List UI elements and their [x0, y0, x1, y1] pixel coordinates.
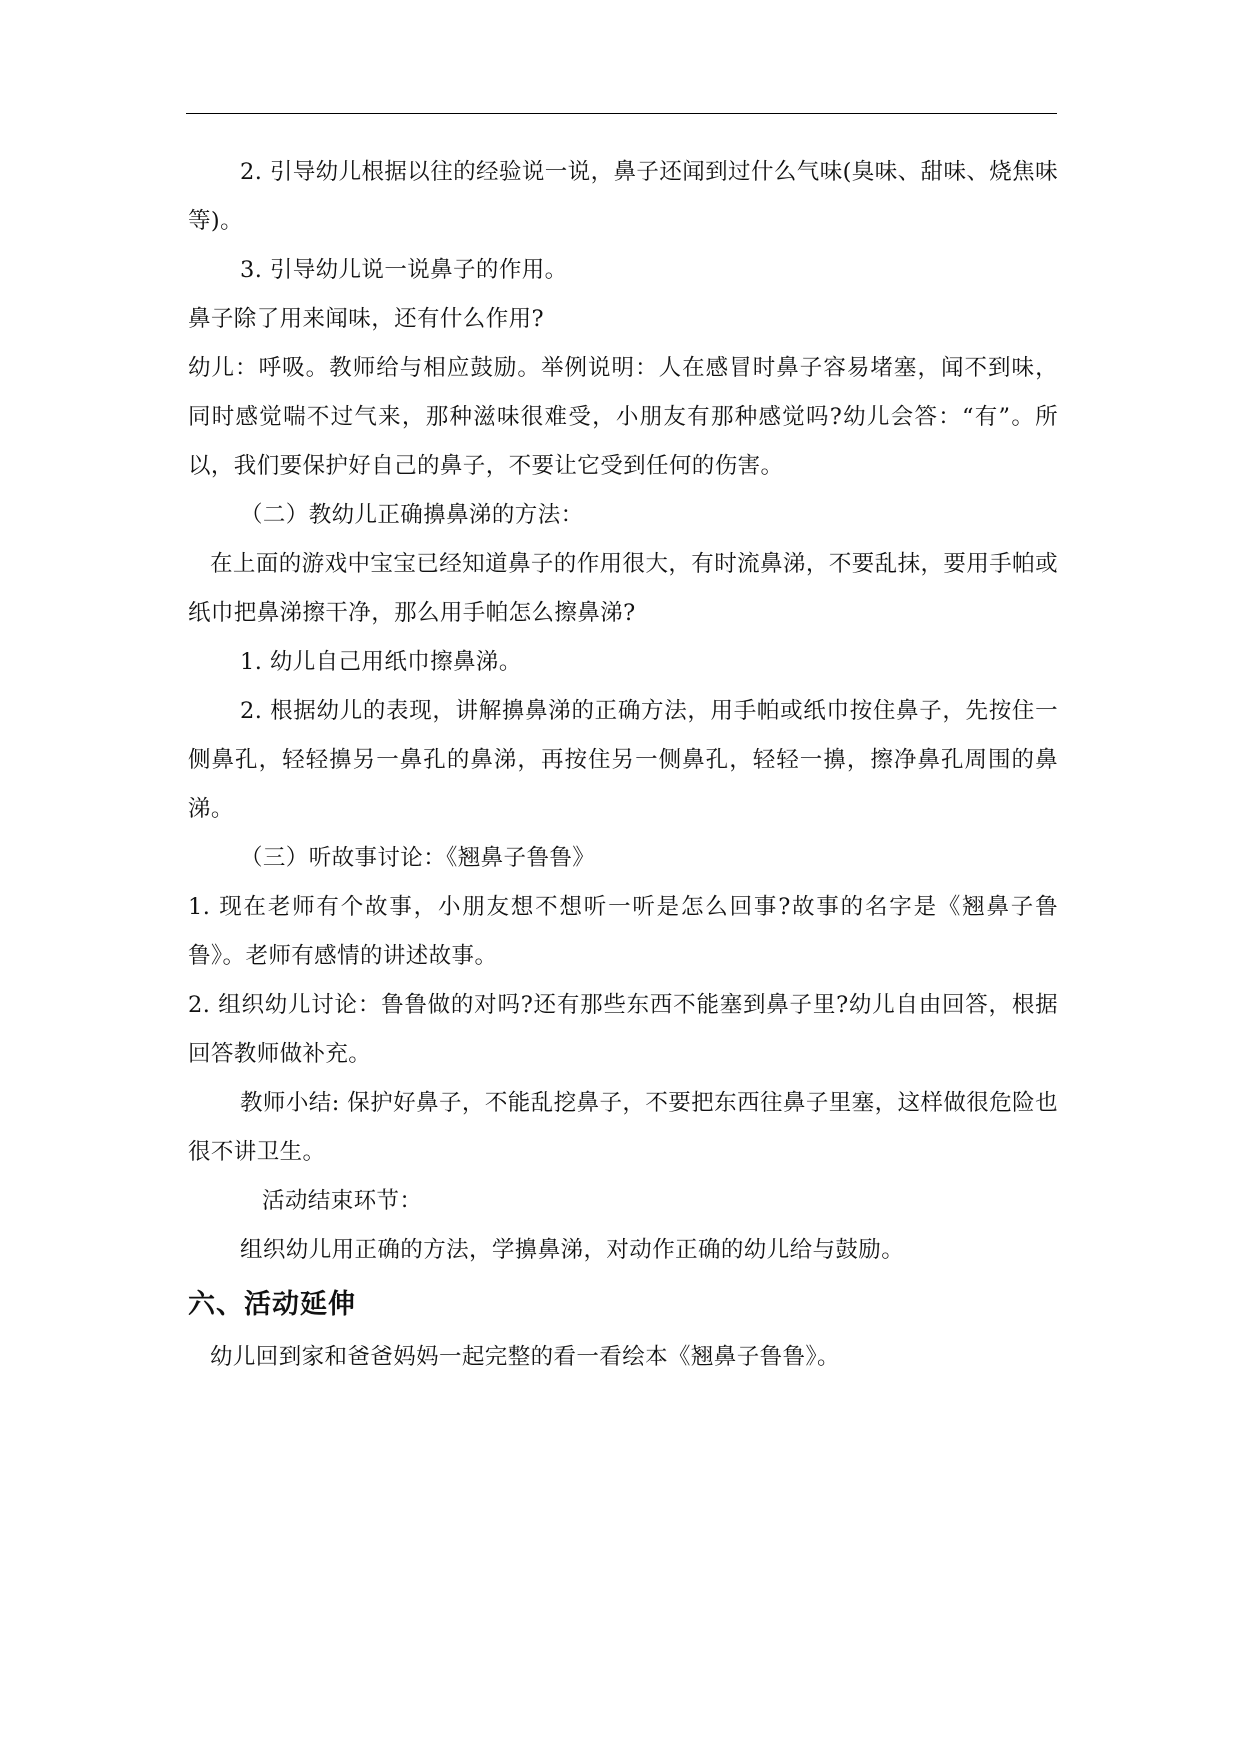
subheading-story-discussion: （三）听故事讨论：《翘鼻子鲁鲁》	[240, 845, 596, 871]
subheading-activity-end: 活动结束环节：	[262, 1188, 423, 1214]
paragraph-nose-question: 鼻子除了用来闻味，还有什么作用?	[188, 306, 544, 332]
paragraph-correct-method: 2. 根据幼儿的表现，讲解擤鼻涕的正确方法，用手帕或纸巾按住鼻子，先按住一侧鼻孔，轻轻擤另一鼻孔的鼻涕，再按住另一侧鼻孔，轻轻一擤，擦净鼻孔周围的鼻涕。	[188, 698, 1058, 822]
paragraph-nose-function-step: 3. 引导幼儿说一说鼻子的作用。	[240, 257, 568, 283]
section-heading-extension: 六、活动延伸	[188, 1289, 356, 1320]
paragraph-breathing-explanation: 幼儿：呼吸。教师给与相应鼓励。举例说明：人在感冒时鼻子容易堵塞，闻不到味，同时感觉喘不过气来，那种滋味很难受，小朋友有那种感觉吗?幼儿会答：“有”。所以，我们要保护好自己的鼻子，不要让它受到任何的伤害。	[188, 355, 1058, 479]
header-rule	[186, 113, 1057, 114]
paragraph-teacher-summary: 教师小结: 保护好鼻子，不能乱挖鼻子，不要把东西往鼻子里塞，这样做很危险也很不讲卫生。	[188, 1090, 1058, 1165]
paragraph-game-intro: 在上面的游戏中宝宝已经知道鼻子的作用很大，有时流鼻涕，不要乱抹，要用手帕或纸巾把鼻涕擦干净，那么用手帕怎么擦鼻涕?	[188, 551, 1058, 626]
document-body	[188, 148, 1058, 1382]
subheading-blow-nose-method: （二）教幼儿正确擤鼻涕的方法：	[240, 502, 584, 528]
paragraph-smell-experience: 2. 引导幼儿根据以往的经验说一说，鼻子还闻到过什么气味(臭味、甜味、烧焦味等)。	[188, 159, 1058, 234]
paragraph-story-intro: 1. 现在老师有个故事，小朋友想不想听一听是怎么回事?故事的名字是《翘鼻子鲁鲁》。老师有感情的讲述故事。	[188, 894, 1058, 969]
paragraph-self-wipe: 1. 幼儿自己用纸巾擦鼻涕。	[240, 649, 522, 675]
paragraph-discussion: 2. 组织幼儿讨论：鲁鲁做的对吗?还有那些东西不能塞到鼻子里?幼儿自由回答，根据回答教师做补充。	[188, 992, 1058, 1067]
paragraph-extension: 幼儿回到家和爸爸妈妈一起完整的看一看绘本《翘鼻子鲁鲁》。	[210, 1344, 840, 1370]
paragraph-activity-end-text: 组织幼儿用正确的方法，学擤鼻涕，对动作正确的幼儿给与鼓励。	[240, 1237, 905, 1263]
